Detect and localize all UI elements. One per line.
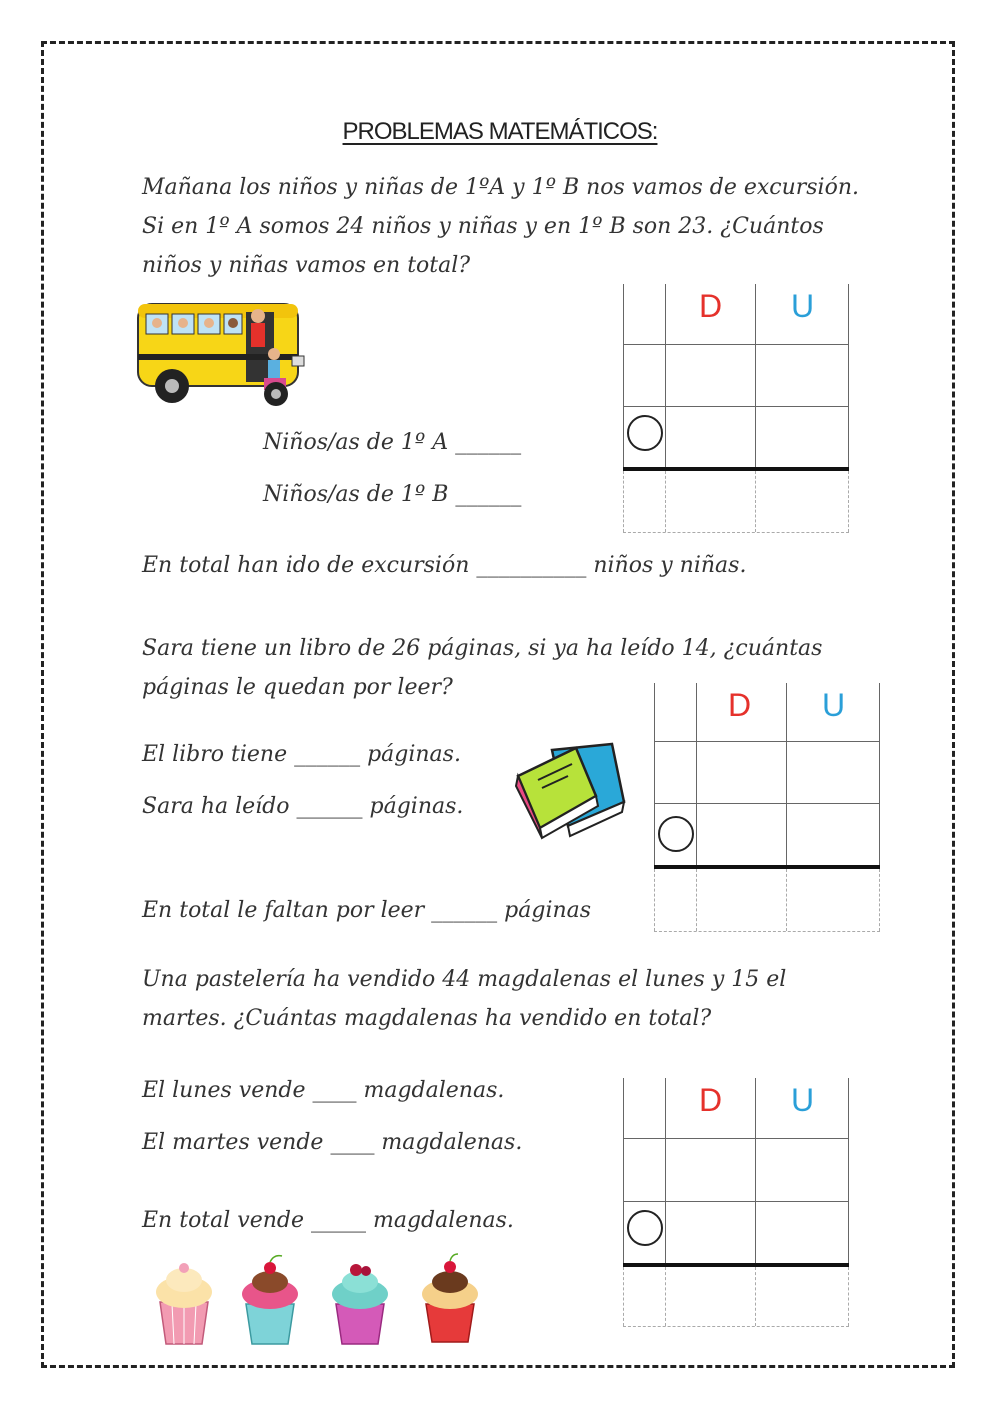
problem-1-total: En total han ido de excursión __________ niños y niñas. bbox=[142, 553, 747, 578]
problem-1-text: Mañana los niños y niñas de 1ºA y 1º B nos vamos de excursión. Si en 1º A somos 24 niños y niñas y en 1º B son 23. ¿Cuántos niños y niñas vamos en total? bbox=[142, 175, 859, 278]
cupcake-icon bbox=[422, 1254, 478, 1342]
units-label: U bbox=[791, 1082, 815, 1118]
carry-circle bbox=[627, 1210, 663, 1246]
problem-3-text: Una pastelería ha vendido 44 magdalenas el lunes y 15 el martes. ¿Cuántas magdalenas ha vendido en total? bbox=[142, 967, 787, 1031]
problem-3-line-b: El martes vende ____ magdalenas. bbox=[142, 1130, 523, 1155]
cupcakes-image bbox=[150, 1252, 500, 1348]
problem-3-line-a: El lunes vende ____ magdalenas. bbox=[142, 1078, 505, 1103]
problem-3-total: En total vende _____ magdalenas. bbox=[142, 1208, 514, 1233]
carry-circle bbox=[627, 415, 663, 451]
problem-2-line-a: El libro tiene ______ páginas. bbox=[142, 742, 461, 767]
problem-2-total: En total le faltan por leer ______ páginas bbox=[142, 898, 592, 923]
problem-3-du-grid bbox=[623, 1078, 849, 1326]
problem-2-text-1: Sara tiene un libro de 26 páginas, si ya ha leído 14, ¿cuántas bbox=[142, 636, 823, 661]
problem-1-line-b: Niños/as de 1º B ______ bbox=[263, 482, 522, 507]
problem-2-text-2: páginas le quedan por leer? bbox=[142, 675, 453, 700]
tens-label: D bbox=[728, 687, 752, 723]
page-title: PROBLEMAS MATEMÁTICOS: bbox=[342, 118, 658, 145]
carry-circle bbox=[658, 816, 694, 852]
units-label: U bbox=[791, 288, 815, 324]
units-label: U bbox=[822, 687, 846, 723]
cupcake-icon bbox=[242, 1256, 298, 1344]
problem-1-line-a: Niños/as de 1º A ______ bbox=[263, 430, 522, 455]
books-image bbox=[512, 742, 627, 842]
cupcake-icon bbox=[332, 1264, 388, 1344]
tens-label: D bbox=[699, 1082, 723, 1118]
problem-2-line-b: Sara ha leído ______ páginas. bbox=[142, 794, 464, 819]
tens-label: D bbox=[699, 288, 723, 324]
problem-1-du-grid bbox=[623, 284, 849, 532]
cupcake-icon bbox=[156, 1263, 212, 1344]
school-bus-image bbox=[136, 296, 311, 408]
problem-2-du-grid bbox=[654, 683, 880, 931]
